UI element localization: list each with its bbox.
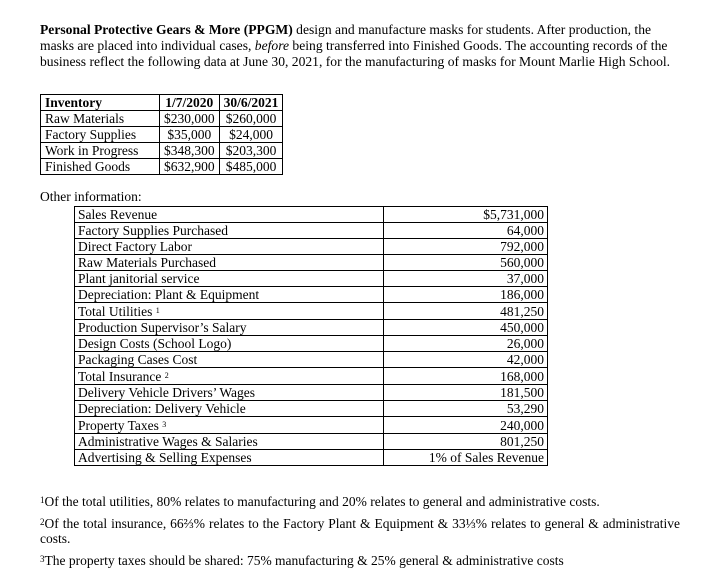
inventory-start: $230,000 (160, 111, 220, 127)
info-item-label: Direct Factory Labor (78, 239, 192, 254)
footnote (40, 493, 680, 510)
other-info-label: Other information: (40, 189, 142, 204)
info-value: 792,000 (384, 239, 548, 255)
table-row (75, 239, 548, 255)
info-value: 450,000 (384, 320, 548, 336)
info-item-label: Production Supervisor’s Salary (78, 320, 247, 335)
info-item (75, 450, 384, 466)
info-item-label: Depreciation: Plant & Equipment (78, 287, 260, 302)
table-row (41, 111, 283, 127)
table-row (75, 336, 548, 352)
intro-text-1: design and manufacture masks for students. After production, the masks are placed into individual cases, (40, 22, 652, 53)
info-item (75, 336, 384, 352)
info-item-label: Property Taxes (78, 418, 159, 433)
other-info-table (74, 206, 548, 466)
table-row (75, 223, 548, 239)
info-item-footnote-mark: 2 (164, 371, 169, 380)
info-item (75, 287, 384, 303)
info-item-label: Total Insurance (78, 369, 162, 384)
table-row (75, 401, 548, 417)
info-item (75, 255, 384, 271)
inventory-end: $260,000 (219, 111, 283, 127)
footnote-mark: 2 (40, 516, 45, 527)
footnote (40, 515, 680, 547)
info-value: 42,000 (384, 352, 548, 368)
info-value: 64,000 (384, 223, 548, 239)
info-item-label: Plant janitorial service (78, 271, 200, 286)
info-value: $5,731,000 (384, 207, 548, 223)
footnotes (40, 493, 680, 573)
info-item-label: Depreciation: Delivery Vehicle (78, 401, 246, 416)
info-item-label: Packaging Cases Cost (78, 352, 198, 367)
info-item (75, 223, 384, 239)
table-row (75, 417, 548, 434)
inventory-start: $632,900 (160, 159, 220, 175)
info-item-footnote-mark: 1 (155, 306, 160, 315)
info-item-label: Advertising & Selling Expenses (78, 450, 252, 465)
info-item (75, 320, 384, 336)
table-row (41, 159, 283, 175)
info-item (75, 368, 384, 385)
info-item (75, 352, 384, 368)
info-item (75, 417, 384, 434)
inventory-header-label: Inventory (41, 95, 160, 111)
inventory-start: $35,000 (160, 127, 220, 143)
info-value: 801,250 (384, 434, 548, 450)
footnote-text: Of the total insurance, 66⅔% relates to the Factory Plant & Equipment & 33⅓% relates to general & administrative costs. (40, 515, 680, 546)
table-row (75, 368, 548, 385)
info-item-footnote-mark: 3 (162, 420, 167, 429)
info-item-label: Delivery Vehicle Drivers’ Wages (78, 385, 255, 400)
inventory-name: Raw Materials (41, 111, 160, 127)
info-item-label: Sales Revenue (78, 207, 158, 222)
footnote (40, 552, 680, 569)
footnote-mark: 3 (40, 553, 45, 564)
info-item (75, 303, 384, 320)
table-row (75, 352, 548, 368)
info-item (75, 207, 384, 223)
info-item-label: Design Costs (School Logo) (78, 336, 232, 351)
footnote-text: The property taxes should be shared: 75% manufacturing & 25% general & administrative costs (44, 552, 564, 568)
info-item-label: Raw Materials Purchased (78, 255, 216, 270)
inventory-name: Factory Supplies (41, 127, 160, 143)
info-value: 181,500 (384, 385, 548, 401)
info-value: 26,000 (384, 336, 548, 352)
table-row (75, 271, 548, 287)
table-row (75, 287, 548, 303)
info-value: 1% of Sales Revenue (384, 450, 548, 466)
table-row (41, 143, 283, 159)
info-item (75, 385, 384, 401)
info-value: 481,250 (384, 303, 548, 320)
info-value: 240,000 (384, 417, 548, 434)
info-item (75, 434, 384, 450)
intro-emphasis: before (254, 38, 290, 53)
inventory-header-row (41, 95, 283, 111)
table-row (75, 320, 548, 336)
inventory-header-end: 30/6/2021 (219, 95, 283, 111)
table-row (75, 255, 548, 271)
info-item-label: Factory Supplies Purchased (78, 223, 228, 238)
info-value: 186,000 (384, 287, 548, 303)
info-value: 560,000 (384, 255, 548, 271)
inventory-start: $348,300 (160, 143, 220, 159)
info-value: 37,000 (384, 271, 548, 287)
info-value: 53,290 (384, 401, 548, 417)
inventory-end: $24,000 (219, 127, 283, 143)
info-item (75, 239, 384, 255)
company-name: Personal Protective Gears & More (PPGM) (40, 22, 293, 37)
table-row (75, 434, 548, 450)
intro-text-2: being transferred into Finished Goods. The accounting records of the business reflect the following data at June 30, 2021, for the manufacturing of masks for Mount Marlie High School. (40, 38, 671, 69)
table-row (75, 385, 548, 401)
table-row (75, 303, 548, 320)
info-item-label: Administrative Wages & Salaries (78, 434, 258, 449)
table-row (41, 127, 283, 143)
table-row (75, 207, 548, 223)
table-row (75, 450, 548, 466)
info-item-label: Total Utilities (78, 304, 153, 319)
info-item (75, 271, 384, 287)
info-item (75, 401, 384, 417)
footnote-text: Of the total utilities, 80% relates to manufacturing and 20% relates to general and administrative costs. (44, 494, 600, 509)
inventory-header-start: 1/7/2020 (160, 95, 220, 111)
inventory-table (40, 94, 283, 175)
inventory-name: Finished Goods (41, 159, 160, 175)
inventory-name: Work in Progress (41, 143, 160, 159)
info-value: 168,000 (384, 368, 548, 385)
footnote-mark: 1 (40, 495, 45, 505)
inventory-end: $203,300 (219, 143, 283, 159)
intro-paragraph (40, 22, 680, 70)
inventory-end: $485,000 (219, 159, 283, 175)
